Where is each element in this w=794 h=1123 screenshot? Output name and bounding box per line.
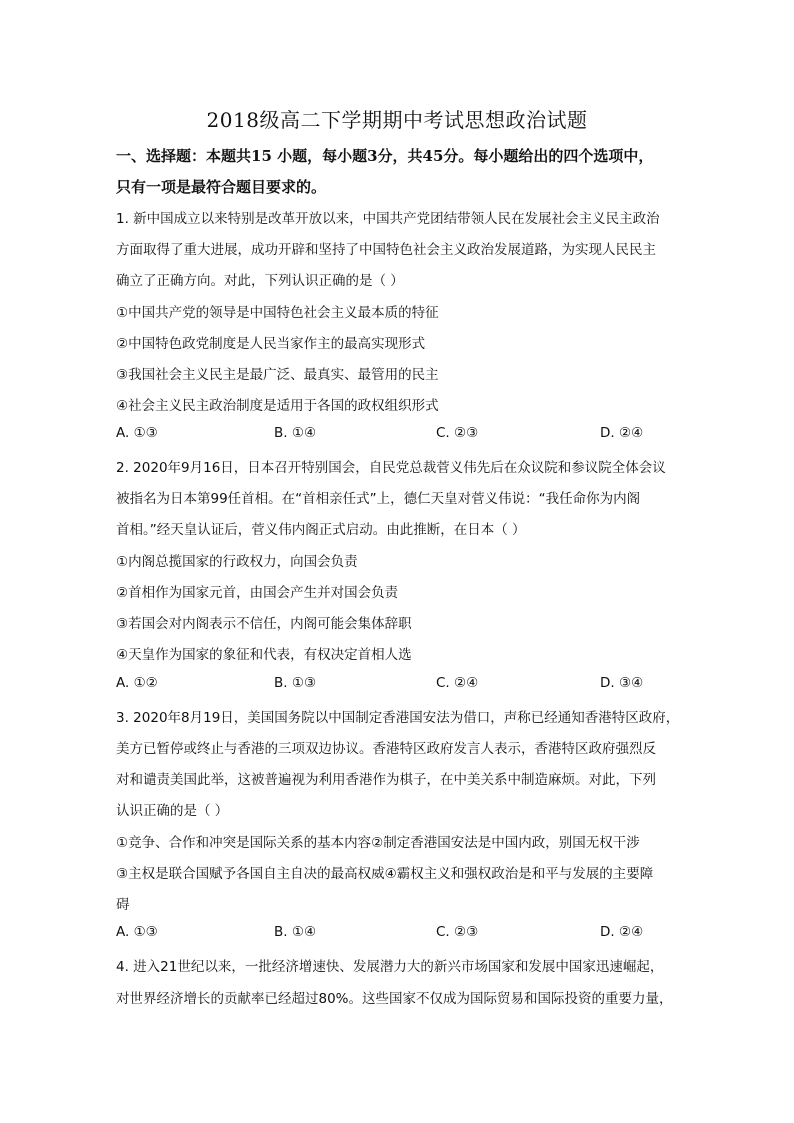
q1-option-a: A. ①③ bbox=[116, 425, 158, 441]
q2-option-a: A. ①② bbox=[116, 675, 158, 691]
q2-options bbox=[116, 675, 676, 695]
q1-option-d: D. ②④ bbox=[600, 425, 644, 441]
q1-stem-line: 方面取得了重大进展，成功开辟和坚持了中国特色社会主义政治发展道路，为实现人民民主 bbox=[116, 242, 656, 258]
q3-stem-line: 美方已暂停或终止与香港的三项双边协议。香港特区政府发言人表示，香港特区政府强烈反 bbox=[116, 741, 656, 757]
q2-statement: ②首相作为国家元首，由国会产生并对国会负责 bbox=[116, 585, 399, 601]
q2-option-d: D. ③④ bbox=[600, 675, 644, 691]
q2-statement: ④天皇作为国家的象征和代表，有权决定首相人选 bbox=[116, 647, 412, 663]
q3-option-a: A. ①③ bbox=[116, 924, 158, 940]
q1-stem-line: 1. 新中国成立以来特别是改革开放以来，中国共产党团结带领人民在发展社会主义民主政治 bbox=[116, 211, 660, 227]
q3-statement: ③主权是联合国赋予各国自主自决的最高权威④霸权主义和强权政治是和平与发展的主要障 bbox=[116, 866, 654, 882]
q1-stem-line: 确立了正确方向。对此，下列认识正确的是（ ） bbox=[116, 273, 404, 289]
q3-options bbox=[116, 924, 676, 944]
q3-option-b: B. ①④ bbox=[274, 924, 317, 940]
q2-statement: ①内阁总揽国家的行政权力，向国会负责 bbox=[116, 554, 358, 570]
q3-statement: ①竞争、合作和冲突是国际关系的基本内容②制定香港国安法是中国内政，别国无权干涉 bbox=[116, 835, 640, 851]
q2-stem-line: 2. 2020年9月16日，日本召开特别国会，自民党总裁菅义伟先后在众议院和参议院全体会议 bbox=[116, 460, 666, 476]
q4-stem-line: 4. 进入21世纪以来，一批经济增速快、发展潜力大的新兴市场国家和发展中国家迅速崛起， bbox=[116, 959, 664, 975]
q1-statement: ②中国特色政党制度是人民当家作主的最高实现形式 bbox=[116, 336, 426, 352]
q3-stem-line: 3. 2020年8月19日，美国国务院以中国制定香港国安法为借口，声称已经通知香港特区政府， bbox=[116, 710, 680, 726]
q3-option-c: C. ②③ bbox=[436, 924, 479, 940]
q3-option-d: D. ②④ bbox=[600, 924, 644, 940]
q2-option-c: C. ②④ bbox=[436, 675, 479, 691]
q1-options bbox=[116, 425, 676, 445]
exam-title: 2018级高二下学期期中考试思想政治试题 bbox=[206, 108, 588, 132]
q3-stem-line: 对和谴责美国此举，这被普遍视为利用香港作为棋子，在中美关系中制造麻烦。对此，下列 bbox=[116, 772, 656, 788]
q1-statement: ①中国共产党的领导是中国特色社会主义最本质的特征 bbox=[116, 305, 439, 321]
q3-stem-line: 认识正确的是（ ） bbox=[116, 803, 229, 819]
section-header-line1: 一、选择题：本题共15 小题，每小题3分，共45分。每小题给出的四个选项中， bbox=[116, 147, 654, 165]
q1-statement: ③我国社会主义民主是最广泛、最真实、最管用的民主 bbox=[116, 367, 439, 383]
q2-stem-line: 被指名为日本第99任首相。在“首相亲任式”上，德仁天皇对菅义伟说：“我任命你为内阁 bbox=[116, 491, 641, 507]
q1-option-b: B. ①④ bbox=[274, 425, 317, 441]
q4-stem-line: 对世界经济增长的贡献率已经超过80%。这些国家不仅成为国际贸易和国际投资的重要力量， bbox=[116, 991, 673, 1007]
q3-statement: 碍 bbox=[116, 897, 130, 913]
q1-statement: ④社会主义民主政治制度是适用于各国的政权组织形式 bbox=[116, 398, 439, 414]
section-header-line2: 只有一项是最符合题目要求的。 bbox=[116, 178, 327, 196]
q2-option-b: B. ①③ bbox=[274, 675, 317, 691]
q2-statement: ③若国会对内阁表示不信任，内阁可能会集体辞职 bbox=[116, 616, 412, 632]
q2-stem-line: 首相。”经天皇认证后，菅义伟内阁正式启动。由此推断，在日本（ ） bbox=[116, 522, 526, 538]
q1-option-c: C. ②③ bbox=[436, 425, 479, 441]
